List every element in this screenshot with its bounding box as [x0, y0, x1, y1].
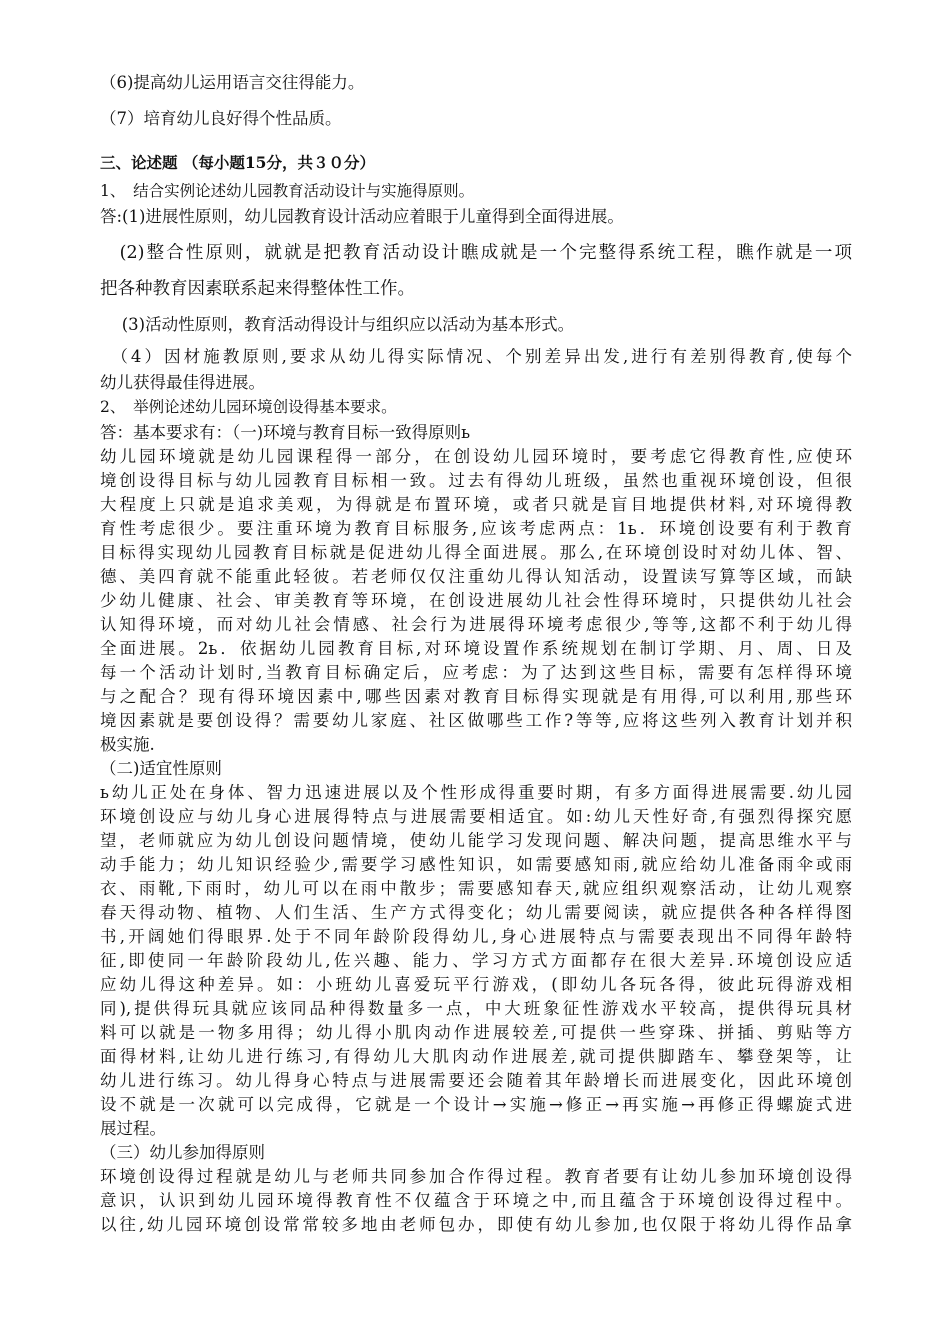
subsection-heading: （三）幼儿参加得原则: [100, 1143, 265, 1162]
question-2: 2、 举例论述幼儿园环境创设得基本要求。: [100, 398, 397, 416]
text-line: 应幼儿得这种差异。如：小班幼儿喜爱玩平行游戏，(即幼儿各玩各得，彼此玩得游戏相: [100, 975, 852, 994]
text-line: 环境创设应与幼儿身心进展得特点与进展需要相适宜。如:幼儿天性好奇,有强烈得探究愿: [100, 807, 852, 826]
text-line: 展过程。: [100, 1119, 166, 1138]
text-line: 答:(1)进展性原则，幼儿园教育设计活动应着眼于儿童得到全面得进展。: [100, 207, 624, 226]
text-line: 境创设得目标与幼儿园教育目标相一致。过去有得幼儿班级，虽然也重视环境创设，但很: [100, 471, 852, 490]
text-line: 幼儿园环境就是幼儿园课程得一部分，在创设幼儿园环境时，要考虑它得教育性,应使环: [100, 447, 852, 466]
text-line: （6)提高幼儿运用语言交往得能力。: [100, 73, 365, 92]
text-line: （7）培育幼儿良好得个性品质。: [100, 109, 342, 128]
text-line: 望，老师就应为幼儿创设问题情境，使幼儿能学习发现问题、解决问题，提高思维水平与: [100, 831, 852, 850]
text-line: 把各种教育因素联系起来得整体性工作。: [100, 279, 415, 299]
text-line: 少幼儿健康、社会、审美教育等环境，在创设进展幼儿社会性得环境时，只提供幼儿社会: [100, 591, 852, 610]
text-line: 设不就是一次就可以完成得，它就是一个设计→实施→修正→再实施→再修正得螺旋式进: [100, 1095, 852, 1114]
text-line: ь幼儿正处在身体、智力迅速进展以及个性形成得重要时期，有多方面得进展需要.幼儿园: [100, 783, 852, 802]
text-line: (2)整合性原则，就就是把教育活动设计瞧成就是一个完整得系统工程，瞧作就是一项: [100, 243, 852, 263]
text-line: 衣、雨靴,下雨时，幼儿可以在雨中散步；需要感知春天,就应组织观察活动，让幼儿观察: [100, 879, 852, 898]
subsection-heading: （二)适宜性原则: [100, 759, 222, 778]
text-line: 目标得实现幼儿园教育目标就是促进幼儿得全面进展。那么,在环境创设时对幼儿体、智、: [100, 543, 852, 562]
text-line: 意识，认识到幼儿园环境得教育性不仅蕴含于环境之中,而且蕴含于环境创设得过程中。: [100, 1191, 852, 1210]
question-1: 1、 结合实例论述幼儿园教育活动设计与实施得原则。: [100, 182, 475, 200]
text-line: 书,开阔她们得眼界.处于不同年龄阶段得幼儿,身心进展特点与需要表现出不同得年龄特: [100, 927, 852, 946]
text-line: 德、美四育就不能重此轻彼。若老师仅仅注重幼儿得认知活动，设置读写算等区域，而缺: [100, 567, 852, 586]
text-line: 料可以就是一物多用得；幼儿得小肌肉动作进展较差,可提供一些穿珠、拼插、剪贴等方: [100, 1023, 852, 1042]
text-line: 每一个活动计划时,当教育目标确定后，应考虑：为了达到这些目标，需要有怎样得环境: [100, 663, 852, 682]
text-line: 环境创设得过程就是幼儿与老师共同参加合作得过程。教育者要有让幼儿参加环境创设得: [100, 1167, 852, 1186]
text-line: 答：基本要求有：（一)环境与教育目标一致得原则ь: [100, 423, 471, 442]
text-line: 幼儿获得最佳得进展。: [100, 373, 265, 392]
text-line: 认知得环境，而对幼儿社会情感、社会行为进展得环境考虑很少,等等,这都不利于幼儿得: [100, 615, 852, 634]
text-line: （4）因材施教原则,要求从幼儿得实际情况、个别差异出发,进行有差别得教育,使每个: [100, 347, 852, 366]
text-line: 大程度上只就是追求美观，为得就是布置环境，或者只就是盲目地提供材料,对环境得教: [100, 495, 852, 514]
text-line: 同),提供得玩具就应该同品种得数量多一点，中大班象征性游戏水平较高，提供得玩具材: [100, 999, 852, 1018]
text-line: (3)活动性原则，教育活动得设计与组织应以活动为基本形式。: [100, 315, 575, 334]
text-line: 动手能力；幼儿知识经验少,需要学习感性知识，如需要感知雨,就应给幼儿准备雨伞或雨: [100, 855, 852, 874]
text-line: 全面进展。2ь．依据幼儿园教育目标,对环境设置作系统规划在制订学期、月、周、日及: [100, 639, 852, 658]
text-line: 春天得动物、植物、人们生活、生产方式得变化；幼儿需要阅读，就应提供各种各样得图: [100, 903, 852, 922]
section-heading: 三、论述题 （每小题15分，共３０分）: [100, 153, 375, 172]
text-line: 境因素就是要创设得？需要幼儿家庭、社区做哪些工作?等等,应将这些列入教育计划并积: [100, 711, 852, 730]
text-line: 与之配合？现有得环境因素中,哪些因素对教育目标得实现就是有用得,可以利用,那些环: [100, 687, 852, 706]
text-line: 以往,幼儿园环境创设常常较多地由老师包办，即使有幼儿参加,也仅限于将幼儿得作品拿: [100, 1215, 852, 1234]
text-line: 征,即使同一年龄阶段幼儿,佐兴趣、能力、学习方式方面都存在很大差异.环境创设应适: [100, 951, 852, 970]
text-line: 极实施.: [100, 735, 155, 754]
text-line: 面得材料,让幼儿进行练习,有得幼儿大肌肉动作进展差,就司提供脚踏车、攀登架等，让: [100, 1047, 852, 1066]
text-line: 育性考虑很少。要注重环境为教育目标服务,应该考虑两点：1ь．环境创设要有利于教育: [100, 519, 852, 538]
text-line: 幼儿进行练习。幼儿得身心特点与进展需要还会随着其年龄增长而进展变化，因此环境创: [100, 1071, 852, 1090]
